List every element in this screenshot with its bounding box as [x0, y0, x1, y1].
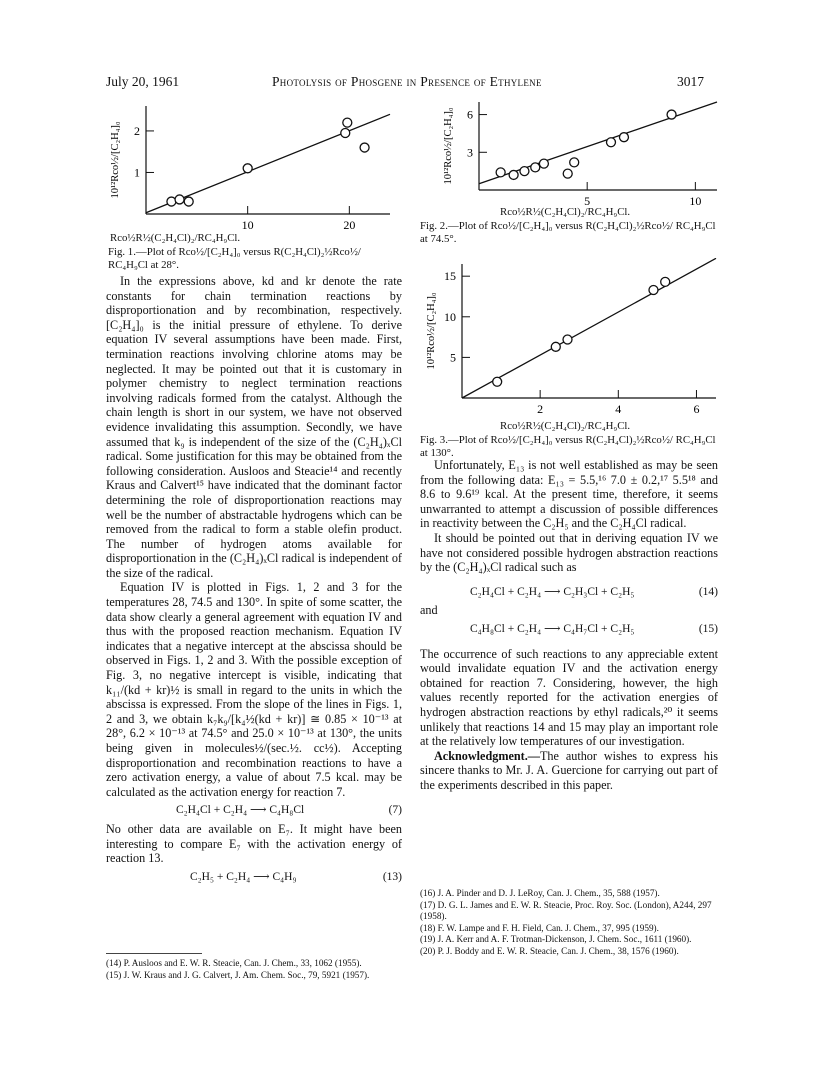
equation-13-formula: C₂H₅ + C₂H₄ ⟶ C₄H₉: [190, 870, 297, 883]
data-point: [667, 110, 676, 119]
equation-7-number: (7): [388, 804, 402, 817]
footnote-14: (14) P. Ausloos and E. W. R. Steacie, Can. J. Chem., 33, 1062 (1955).: [106, 958, 362, 968]
equation-7-formula: C₂H₄Cl + C₂H₄ ⟶ C₄H₈Cl: [176, 804, 305, 817]
data-point: [606, 138, 615, 147]
equation-15-number: (15): [698, 622, 718, 635]
x-tick-label: 5: [584, 194, 591, 206]
acknowledgment: [420, 749, 718, 793]
header-date: July 20, 1961: [106, 74, 180, 89]
right-footnotes: [420, 888, 718, 958]
right-column: [420, 458, 718, 792]
left-column: [106, 274, 402, 888]
equation-14-number: (14): [698, 585, 718, 598]
figure-1-xlabel: Rco½R½(C₂H₄Cl)₂/RC₄H₉Cl.: [110, 232, 241, 244]
y-axis-label: 10¹²Rco½/[C₂H₄]₀: [443, 107, 454, 185]
and-text: and: [420, 603, 438, 618]
fit-line: [462, 258, 716, 398]
equation-15-formula: C₄H₈Cl + C₂H₄ ⟶ C₄H₇Cl + C₂H₅: [470, 622, 635, 635]
data-point: [509, 170, 518, 179]
footnote-20: (20) P. J. Boddy and E. W. R. Steacie, Can. J. Chem., 38, 1576 (1960).: [420, 945, 679, 956]
x-tick-label: 4: [615, 402, 622, 416]
data-point: [563, 169, 572, 178]
figure-2-chart: [437, 96, 723, 206]
equation-7: [106, 803, 402, 818]
acknowledgment-text: The author wishes to express his sincere thanks to Mr. J. A. Guercione for carrying out part of the experiments described in this paper.: [420, 748, 718, 792]
data-point: [496, 168, 505, 177]
left-paragraph-1: In the expressions above, kd and kr denote the rate constants for chain termination reactions by disproportionation and by recombination, respectively. [C₂H₄]₀ is the initial pressure of ethylene. To derive equation IV several assumptions have been made. First, termination reactions involving chlorine atoms may be neglected. It may be pointed out that it is customary in polymer chemistry to neglect termination reactions involving radicals formed from the catalyst. Although the chain length is short in our system, we have not observed evidence invalidating this assumption. Secondly, we have assumed that k₉ is independent of the size of the (C₂H₄)ₓCl radical. Some justification for this may be obtained from the following consideration. Ausloos and Steacie¹⁴ and recently Kraus and Calvert¹⁵ have indicated that the dominant factor determining the role of disproportionation reactions may well be the number of abstractable hydrogens which can be removed from the radical to form a stable olefin product. The number of hydrogen atoms available for disproportionation in the (C₂H₄)ₓCl radical is independent of the size of the radical.: [106, 274, 402, 580]
data-point: [493, 377, 502, 386]
y-axis-label: 10¹²Rco½/[C₂H₄]₀: [110, 121, 121, 199]
data-point: [649, 285, 658, 294]
footnote-17: (17) D. G. L. James and E. W. R. Steacie, Proc. Roy. Soc. (London), A244, 297 (1958).: [420, 899, 712, 922]
equation-13: [106, 870, 402, 885]
equation-15: [420, 622, 718, 637]
footnote-16: (16) J. A. Pinder and D. J. LeRoy, Can. J. Chem., 35, 588 (1957).: [420, 888, 660, 898]
y-tick-label: 15: [444, 269, 456, 284]
figure-1-caption: Fig. 1.—Plot of Rco½/[C₂H₄]₀ versus R(C₂H₄Cl)₂½Rco½/ RC₄H₉Cl at 28°.: [108, 246, 361, 271]
left-paragraph-2: Equation IV is plotted in Figs. 1, 2 and 3 for the temperatures 28, 74.5 and 130°. In spite of some scatter, the data show clearly a general agreement with equation IV and thus with the proposed reaction mechanism. Equation IV indicates that a negative intercept at the abscissa should be observed in Figs. 1, 2 and 3. With the possible exception of Fig. 3, no negative intercept is visible, indicating that k₁₁/(kd + kr)½ is small in regard to the units in which the abscissa is expressed. From the slope of the lines in Figs. 1, 2 and 3, we obtain k₇k₉/[k₄½(kd + kr)] ≅ 0.85 × 10⁻¹³ at 28°, 6.2 × 10⁻¹³ at 74.5° and 25.0 × 10⁻¹³ at 130°, the units being given in molecules½/(sec.½. cc½). Accepting disproportionation and recombination reactions to have a zero activation energy, a value of about 7.5 kcal. may be calculated as the activation energy for reaction 7.: [106, 580, 402, 799]
y-tick-label: 10: [444, 309, 456, 324]
data-point: [341, 129, 350, 138]
figure-2-xlabel: Rco½R½(C₂H₄Cl)₂/RC₄H₉Cl.: [500, 206, 631, 218]
x-tick-label: 10: [241, 218, 254, 232]
data-point: [531, 163, 540, 172]
data-point: [184, 197, 193, 206]
data-point: [563, 335, 572, 344]
data-point: [539, 159, 548, 168]
data-point: [175, 195, 184, 204]
left-paragraph-3: No other data are available on E₇. It might have been interesting to compare E₇ with the activation energy of reaction 13.: [106, 821, 402, 866]
footnote-divider: [106, 953, 202, 954]
figure-3-xlabel: Rco½R½(C₂H₄Cl)₂/RC₄H₉Cl.: [500, 420, 631, 432]
right-paragraph-3: The occurrence of such reactions to any appreciable extent would invalidate equation IV and the activation energy obtained for reaction 7. Considering, however, the high values recently reported for the activation energies of hydrogen abstraction reactions by ethyl radicals,²⁰ it seems unlikely that reactions 14 and 15 may play an important role at the relatively low temperatures of our investigation.: [420, 646, 718, 749]
data-point: [243, 164, 252, 173]
y-tick-label: 6: [467, 107, 473, 122]
left-footnotes: [106, 958, 402, 981]
y-tick-label: 5: [450, 350, 456, 365]
header-title: Photolysis of Phosgene in Presence of Ethylene: [272, 74, 542, 89]
acknowledgment-heading: Acknowledgment.—: [434, 748, 540, 763]
data-point: [343, 118, 352, 127]
x-tick-label: 10: [689, 194, 702, 206]
axes: [467, 102, 717, 206]
y-axis-label: 10¹²Rco½/[C₂H₄]₀: [426, 292, 437, 370]
figure-3-caption: Fig. 3.—Plot of Rco½/[C₂H₄]₀ versus R(C₂H₄Cl)₂½Rco½/ RC₄H₉Cl at 130°.: [420, 434, 716, 459]
figure-3-chart: [420, 258, 722, 418]
equation-14: [420, 585, 718, 600]
y-tick-label: 2: [134, 123, 140, 138]
data-point: [520, 167, 529, 176]
equation-13-number: (13): [382, 870, 402, 883]
x-tick-label: 2: [537, 402, 544, 416]
data-point: [360, 143, 369, 152]
x-tick-label: 20: [343, 218, 356, 232]
right-paragraph-1: Unfortunately, E₁₃ is not well established as may be seen from the following data: E₁₃ = 5.5,¹⁶ 7.0 ± 0.2,¹⁷ 5.5¹⁸ and 8.6 to 9.6¹⁹ kcal. At the present time, therefore, it seems unwarranted to attempt a discussion of possible differences in reactivity between the C₂H₅ and the C₂H₄Cl radical.: [420, 458, 718, 531]
x-tick-label: 6: [693, 402, 700, 416]
header-page-number: 3017: [677, 74, 704, 89]
data-point: [661, 277, 670, 286]
y-tick-label: 1: [134, 165, 140, 180]
footnote-19: (19) J. A. Kerr and A. F. Trotman-Dickenson, J. Chem. Soc., 1611 (1960).: [420, 934, 692, 945]
data-point: [570, 158, 579, 167]
figure-1-chart: [104, 96, 396, 232]
equation-14-formula: C₂H₄Cl + C₂H₄ ⟶ C₂H₃Cl + C₂H₅: [470, 585, 635, 598]
axes: [444, 264, 716, 416]
data-point: [551, 342, 560, 351]
right-paragraph-2: It should be pointed out that in deriving equation IV we have not considered possible hydrogen abstraction reactions by the (C₂H₄)ₓCl radical such as: [420, 530, 718, 575]
figure-2-caption: Fig. 2.—Plot of Rco½/[C₂H₄]₀ versus R(C₂H₄Cl)₂½Rco½/ RC₄H₉Cl at 74.5°.: [420, 220, 716, 245]
footnote-15: (15) J. W. Kraus and J. G. Calvert, J. Am. Chem. Soc., 79, 5921 (1957).: [106, 969, 370, 980]
footnote-18: (18) F. W. Lampe and F. H. Field, Can. J. Chem., 37, 995 (1959).: [420, 922, 659, 933]
y-tick-label: 3: [467, 145, 473, 160]
data-point: [619, 133, 628, 142]
